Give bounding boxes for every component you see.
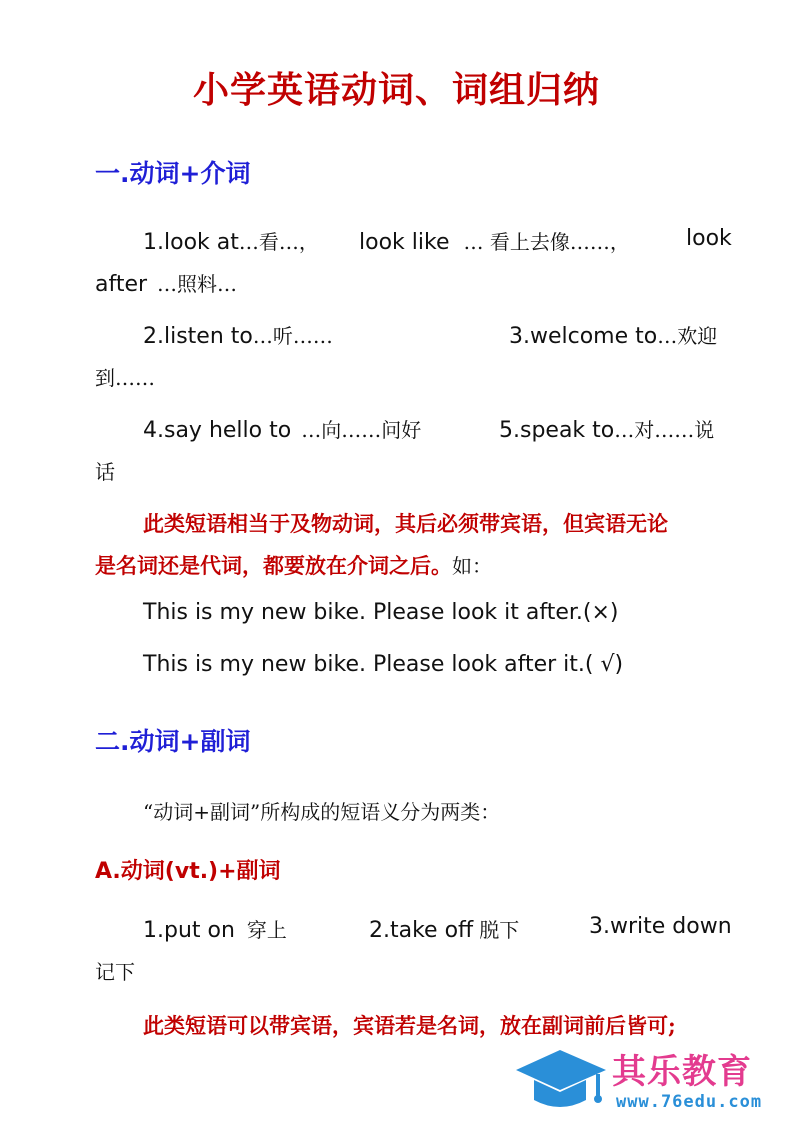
- phrase-look-like-cn: … 看上去像……，: [463, 230, 630, 254]
- s2-line1-cont: [95, 956, 135, 985]
- s1-line3-a: [143, 414, 421, 443]
- s1-line1-cont: [95, 268, 237, 297]
- phrase-take-off: 2.take off: [369, 918, 474, 943]
- s1-line2-b: [509, 320, 717, 349]
- s2-line1-b: [369, 914, 519, 943]
- section2-sub-a: A.动词(vt.)+副词: [95, 859, 281, 884]
- phrase-speak-to-cn: …对……说: [614, 418, 715, 442]
- phrase-listen-to-cn: …听……: [252, 324, 333, 348]
- s1-line1-a: [143, 226, 319, 255]
- s1-note-tail: 如：: [452, 554, 492, 578]
- phrase-after: after: [95, 272, 148, 297]
- section2-heading: 二.动词+副词: [95, 727, 251, 756]
- s1-line2-cont: [95, 362, 155, 391]
- s1-note-line2: [95, 550, 492, 580]
- phrase-welcome-to-cn-cont: 到……: [95, 366, 155, 390]
- phrase-welcome-to: 3.welcome to: [509, 324, 658, 349]
- phrase-look-at: 1.look at: [143, 230, 239, 255]
- s1-note-line1: 此类短语相当于及物动词，其后必须带宾语，但宾语无论: [143, 511, 668, 536]
- phrase-after-cn: …照料…: [157, 272, 238, 296]
- example-wrong: This is my new bike. Please look it after.(×): [143, 600, 619, 625]
- section2-intro: “动词+副词”所构成的短语义分为两类：: [143, 800, 501, 824]
- phrase-write-down: 3.write down: [589, 914, 732, 939]
- phrase-look-trail: look: [686, 226, 732, 251]
- phrase-say-hello-to: 4.say hello to: [143, 418, 292, 443]
- phrase-say-hello-to-cn: …向……问好: [301, 418, 422, 442]
- brand-url: www.76edu.com: [616, 1092, 763, 1112]
- s1-line3-b: [499, 414, 714, 443]
- phrase-welcome-to-cn: …欢迎: [657, 324, 718, 348]
- s2-note: 此类短语可以带宾语，宾语若是名词，放在副词前后皆可;: [143, 1013, 676, 1038]
- s1-note-line2-text: 是名词还是代词，都要放在介词之后。: [95, 553, 452, 578]
- section1-heading: 一.动词+介词: [95, 159, 251, 188]
- s2-line1-a: [143, 914, 287, 943]
- example-right: This is my new bike. Please look after it.( √): [143, 652, 624, 677]
- phrase-look-at-cn: …看…，: [238, 230, 319, 254]
- s1-line2-a: [143, 320, 333, 349]
- page-title: 小学英语动词、词组归纳: [192, 69, 600, 111]
- s1-line1-b: [359, 226, 630, 255]
- brand-logo: [512, 1040, 792, 1118]
- phrase-write-down-cn: 记下: [95, 960, 135, 984]
- phrase-put-on: 1.put on: [143, 918, 235, 943]
- phrase-look-like: look like: [359, 230, 450, 255]
- graduation-cap-icon: [512, 1044, 612, 1114]
- phrase-speak-to-cn-cont: 话: [95, 460, 115, 484]
- phrase-take-off-cn: 脱下: [479, 918, 520, 942]
- phrase-listen-to: 2.listen to: [143, 324, 253, 349]
- phrase-speak-to: 5.speak to: [499, 418, 615, 443]
- brand-name: 其乐教育: [612, 1052, 752, 1092]
- phrase-put-on-cn: 穿上: [246, 918, 287, 942]
- s1-line3-cont: [95, 456, 115, 485]
